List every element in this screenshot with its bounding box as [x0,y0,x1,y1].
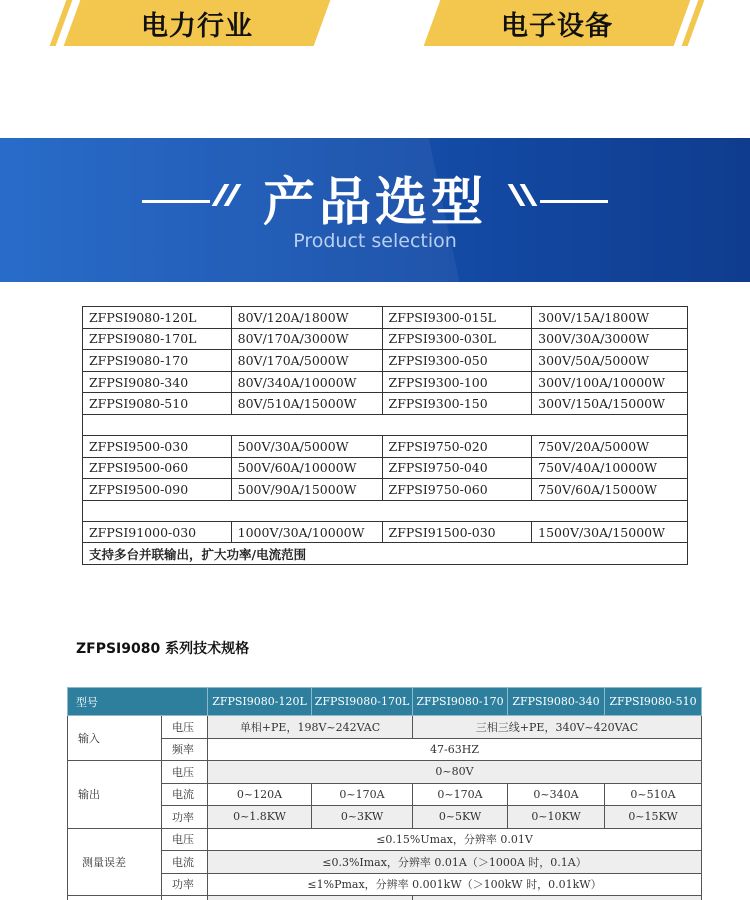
spec-header-row [68,688,702,716]
table-row [83,328,688,350]
table-row [83,307,688,329]
input-freq-label: 频率 [162,738,208,761]
spec-cell: 750V/40A/10000W [532,457,688,479]
output-voltage-label: 电压 [162,761,208,784]
model-cell: ZFPSI9500-090 [83,479,232,501]
model-cell: ZFPSI9300-150 [382,393,532,415]
banner-title: 产品选型 [262,173,487,233]
spec-cell: 80V/120A/1800W [231,307,382,329]
table-row [83,457,688,479]
spec-cell: 300V/15A/1800W [532,307,688,329]
banner-line-right [540,200,608,203]
spec-cell: 80V/170A/3000W [231,328,382,350]
spec-heading: ZFPSI9080 系列技术规格 [76,641,250,657]
model-cell: ZFPSI9080-510 [83,393,232,415]
input-voltage-three: 三相三线+PE，340V~420VAC [413,716,702,739]
table-row-partial [68,896,702,900]
table-row [68,806,702,829]
header-model: ZFPSI9080-170L [312,688,413,716]
output-current: 0~170A [413,783,508,806]
output-power-label: 功率 [162,806,208,829]
tag-electronic-devices-label: 电子设备 [501,10,613,42]
tag-power-industry [64,0,331,46]
header-model: ZFPSI9080-340 [508,688,605,716]
output-voltage: 0~80V [208,761,702,784]
input-group-label: 输入 [68,716,162,761]
header-model-label: 型号 [68,688,208,716]
output-power: 0~10KW [508,806,605,829]
output-power: 0~3KW [312,806,413,829]
spec-cell: 80V/340A/10000W [231,371,382,393]
model-cell: ZFPSI9080-120L [83,307,232,329]
measure-current: ≤0.3%Imax，分辨率 0.01A（＞1000A 时，0.1A） [208,851,702,874]
header-model: ZFPSI9080-120L [208,688,312,716]
table-spacer-row [83,414,688,435]
output-current: 0~340A [508,783,605,806]
spec-cell: 500V/30A/5000W [231,435,382,457]
output-current: 0~510A [605,783,702,806]
table-spacer-row [83,500,688,521]
table-row [68,873,702,896]
model-cell: ZFPSI9750-020 [382,435,532,457]
spec-cell: 300V/150A/15000W [532,393,688,415]
spec-cell: 1000V/30A/10000W [231,521,382,543]
input-freq: 47-63HZ [208,738,702,761]
output-current-label: 电流 [162,783,208,806]
partial-cell [208,896,413,900]
model-cell: ZFPSI9750-060 [382,479,532,501]
tag-power-industry-label: 电力行业 [141,10,253,42]
table-row [68,716,702,739]
table-row [83,435,688,457]
input-voltage-label: 电压 [162,716,208,739]
banner-subtitle: Product selection [293,230,457,252]
model-cell: ZFPSI9080-340 [83,371,232,393]
spec-cell: 500V/90A/15000W [231,479,382,501]
spacer-cell [83,500,688,521]
table-row [68,828,702,851]
model-cell: ZFPSI9080-170 [83,350,232,372]
product-selection-table [82,306,688,565]
model-cell: ZFPSI9300-050 [382,350,532,372]
model-cell: ZFPSI9300-100 [382,371,532,393]
measure-voltage-label: 电压 [162,828,208,851]
spec-cell: 80V/510A/15000W [231,393,382,415]
model-cell: ZFPSI91500-030 [382,521,532,543]
output-power: 0~1.8KW [208,806,312,829]
model-cell: ZFPSI9080-170L [83,328,232,350]
table-row [68,761,702,784]
model-cell: ZFPSI9500-030 [83,435,232,457]
measure-current-label: 电流 [162,851,208,874]
model-cell: ZFPSI9300-015L [382,307,532,329]
model-cell: ZFPSI9750-040 [382,457,532,479]
table-row [83,393,688,415]
model-cell: ZFPSI9500-060 [83,457,232,479]
spec-cell: 750V/60A/15000W [532,479,688,501]
measure-power: ≤1%Pmax，分辨率 0.001kW（＞100kW 时，0.01kW） [208,873,702,896]
spec-cell: 300V/30A/3000W [532,328,688,350]
model-cell: ZFPSI91000-030 [83,521,232,543]
input-voltage-single: 单相+PE，198V~242VAC [208,716,413,739]
table-row [83,479,688,501]
table-row [83,543,688,565]
partial-cell [413,896,702,900]
measure-group-label: 测量误差 [68,828,162,896]
tag-electronic-devices [424,0,691,46]
product-selection-banner [0,138,750,282]
spec-cell: 500V/60A/10000W [231,457,382,479]
measure-voltage: ≤0.15%Umax，分辨率 0.01V [208,828,702,851]
output-group-label: 输出 [68,761,162,829]
spec-cell: 750V/20A/5000W [532,435,688,457]
header-model: ZFPSI9080-510 [605,688,702,716]
table-row [83,521,688,543]
table-row [68,738,702,761]
output-power: 0~15KW [605,806,702,829]
output-current: 0~170A [312,783,413,806]
spec-table [67,687,702,900]
output-current: 0~120A [208,783,312,806]
parallel-note: 支持多台并联输出，扩大功率/电流范围 [83,543,688,565]
spec-cell: 80V/170A/5000W [231,350,382,372]
spec-cell: 300V/100A/10000W [532,371,688,393]
spacer-cell [83,414,688,435]
table-row [68,851,702,874]
table-row [83,371,688,393]
model-cell: ZFPSI9300-030L [382,328,532,350]
output-power: 0~5KW [413,806,508,829]
table-row [83,350,688,372]
partial-cell [162,896,208,900]
spec-cell: 300V/50A/5000W [532,350,688,372]
table-row [68,783,702,806]
measure-power-label: 功率 [162,873,208,896]
header-model: ZFPSI9080-170 [413,688,508,716]
partial-cell [68,896,162,900]
spec-cell: 1500V/30A/15000W [532,521,688,543]
